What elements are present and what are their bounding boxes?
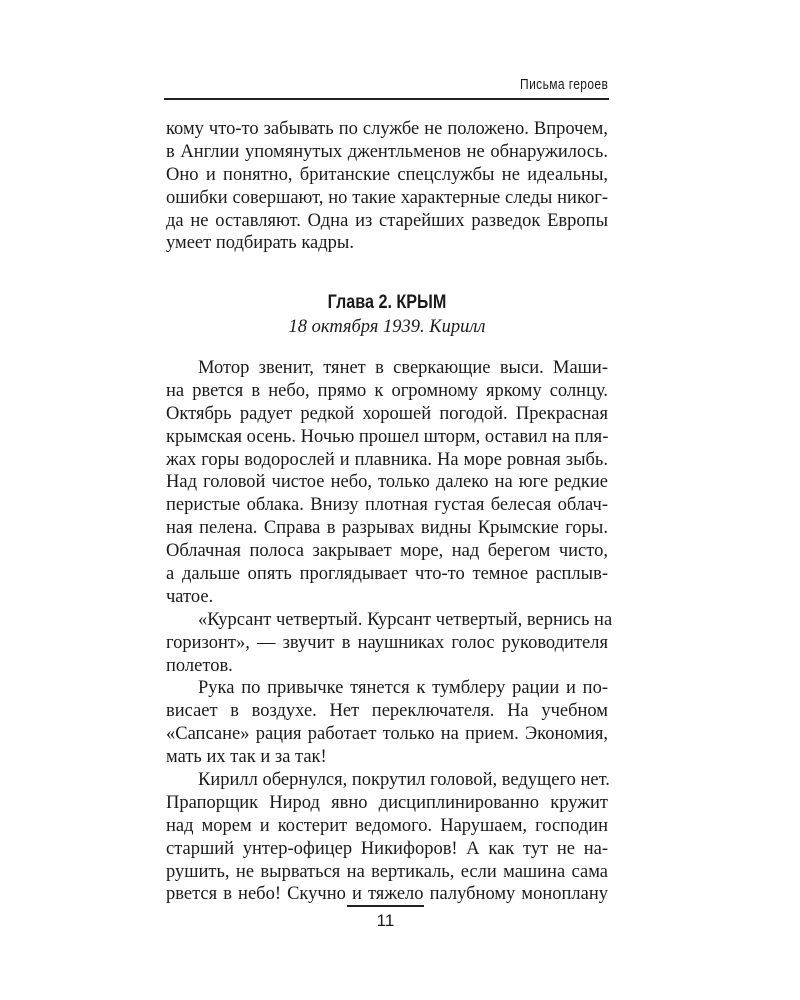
- text-line: ная пелена. Справа в разрывах видны Крымские горы.: [166, 518, 608, 539]
- text-line: Октябрь радует редкой хорошей погодой. Прекрасная: [166, 403, 608, 424]
- text-line: «Курсант четвертый. Курсант четвертый, вернись на: [198, 609, 613, 630]
- text-line: Над головой чистое небо, только далеко на юге редкие: [166, 472, 608, 493]
- text-line: полетов.: [166, 655, 233, 676]
- text-line: крымская осень. Ночью прошел шторм, оставил на пля-: [166, 426, 609, 447]
- text-line: умеет подбирать кадры.: [166, 233, 354, 254]
- text-line: чатое.: [166, 586, 214, 607]
- header-rule: [164, 98, 609, 100]
- text-line: жах горы водорослей и плавника. На море ровная зыбь.: [166, 449, 608, 470]
- running-head: [164, 76, 608, 98]
- text-line: кому что-то забывать по службе не положено. Впрочем,: [166, 119, 608, 139]
- text-line: Кирилл обернулся, покрутил головой, ведущего нет.: [198, 770, 610, 791]
- text-line: а дальше опять проглядывает что-то темное расплыв-: [166, 564, 608, 585]
- text-line: да не оставляют. Одна из старейших разведок Европы: [166, 210, 608, 231]
- text-line: перистые облака. Внизу плотная густая белесая облач-: [166, 495, 608, 516]
- text-line: ошибки совершают, но такие характерные следы никог-: [166, 187, 608, 208]
- text-line: Оно и понятно, британские спецслужбы не идеальны,: [166, 164, 608, 185]
- text-line: рушить, не вырваться на вертикаль, если машина сама: [166, 861, 608, 882]
- text-line: в Англии упомянутых джентльменов не обнаружилось.: [166, 141, 608, 162]
- intro-paragraph: [166, 118, 608, 255]
- text-line: на рвется в небо, прямо к огромному яркому солнцу.: [166, 380, 608, 401]
- text-line: Прапорщик Нирод явно дисциплинированно кружит: [166, 792, 608, 813]
- footer-rule: [347, 905, 424, 907]
- text-line: Рука по привычке тянется к тумблеру рации и по-: [198, 678, 608, 699]
- chapter-title: Глава 2. КРЫМ: [327, 292, 447, 313]
- text-line: мать их так и за так!: [166, 747, 327, 768]
- running-head-title: Письма героев: [519, 76, 608, 93]
- text-line: Мотор звенит, тянет в сверкающие выси. Маши-: [198, 358, 608, 378]
- page-number: 11: [376, 911, 395, 930]
- text-line: старший унтер-офицер Никифоров! А как тут не на-: [166, 838, 608, 859]
- text-line: над морем и костерит ведомого. Нарушаем, господин: [166, 815, 608, 836]
- text-line: «Сапсане» рация работает только на прием. Экономия,: [166, 724, 608, 745]
- text-line: горизонт», — звучит в наушниках голос руководителя: [166, 632, 608, 653]
- text-line: рвется в небо! Скучно и тяжело палубному моноплану: [166, 884, 608, 905]
- chapter-subtitle: 18 октября 1939. Кирилл: [288, 317, 486, 337]
- text-line: Облачная полоса закрывает море, над берегом чисто,: [166, 541, 608, 562]
- chapter-body: [166, 357, 613, 906]
- text-line: висает в воздухе. Нет переключателя. На учебном: [166, 701, 608, 722]
